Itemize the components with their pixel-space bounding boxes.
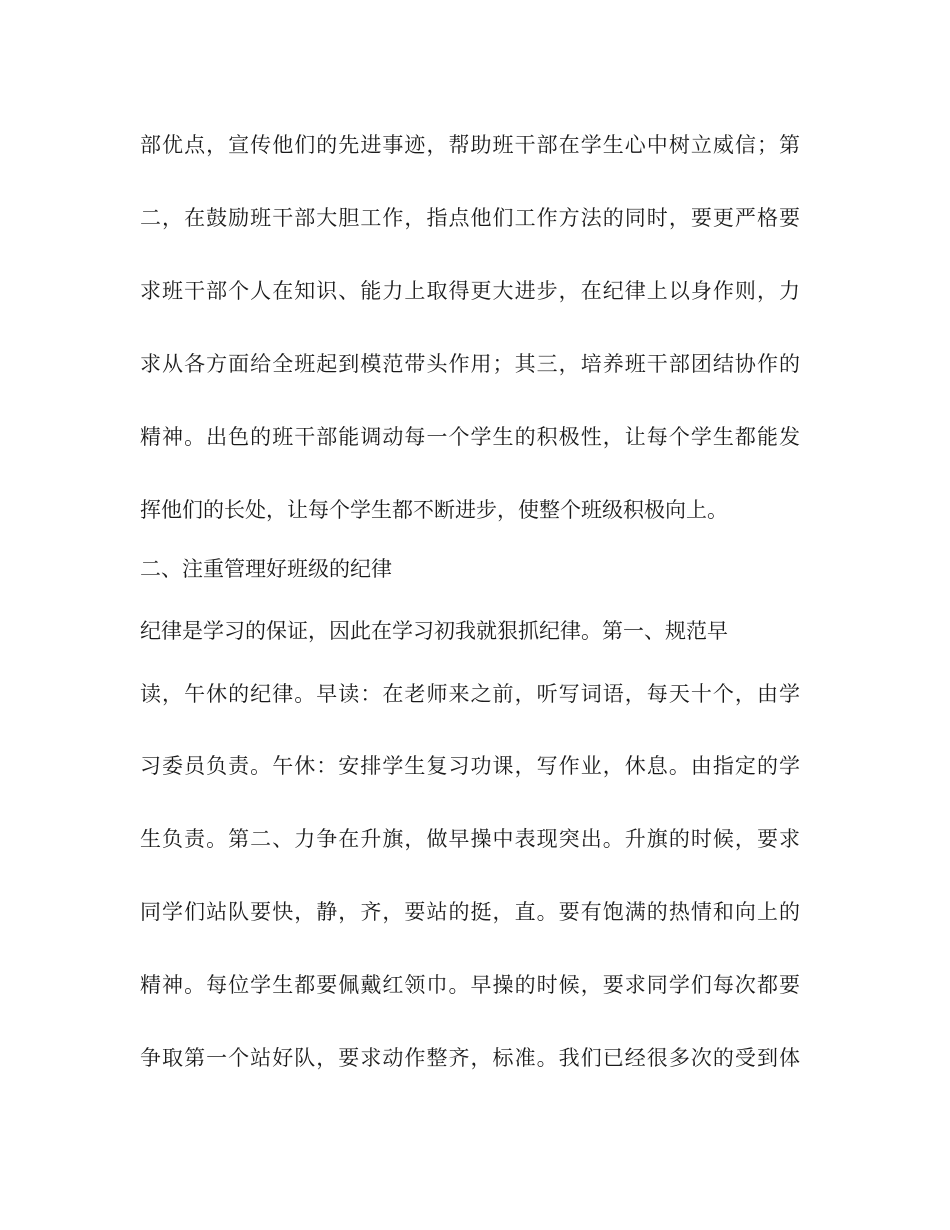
paragraph-2-line-6: 精神。每位学生都要佩戴红领巾。早操的时候，要求同学们每次都要	[140, 973, 800, 997]
paragraph-2-line-3: 习委员负责。午休：安排学生复习功课，写作业，休息。由指定的学	[140, 754, 800, 778]
paragraph-2-line-4: 生负责。第二、力争在升旗，做早操中表现突出。升旗的时候，要求	[140, 827, 800, 851]
paragraph-1-line-2: 二，在鼓励班干部大胆工作，指点他们工作方法的同时，要更严格要	[140, 206, 800, 230]
paragraph-2-line-1: 纪律是学习的保证，因此在学习初我就狠抓纪律。第一、规范早	[140, 619, 728, 643]
paragraph-2-line-5: 同学们站队要快，静，齐，要站的挺，直。要有饱满的热情和向上的	[140, 900, 800, 924]
paragraph-1-line-3: 求班干部个人在知识、能力上取得更大进步，在纪律上以身作则，力	[140, 279, 800, 303]
section-heading: 二、注重管理好班级的纪律	[140, 557, 392, 581]
paragraph-2-line-7: 争取第一个站好队，要求动作整齐，标准。我们已经很多次的受到体	[140, 1046, 800, 1070]
paragraph-1-line-6: 挥他们的长处，让每个学生都不断进步，使整个班级积极向上。	[140, 498, 728, 522]
paragraph-1-line-5: 精神。出色的班干部能调动每一个学生的积极性，让每个学生都能发	[140, 425, 800, 449]
paragraph-2-line-2: 读，午休的纪律。早读：在老师来之前，听写词语，每天十个，由学	[140, 682, 800, 706]
paragraph-1-line-1: 部优点，宣传他们的先进事迹，帮助班干部在学生心中树立威信；第	[140, 133, 800, 157]
paragraph-1-line-4: 求从各方面给全班起到模范带头作用；其三，培养班干部团结协作的	[140, 352, 800, 376]
